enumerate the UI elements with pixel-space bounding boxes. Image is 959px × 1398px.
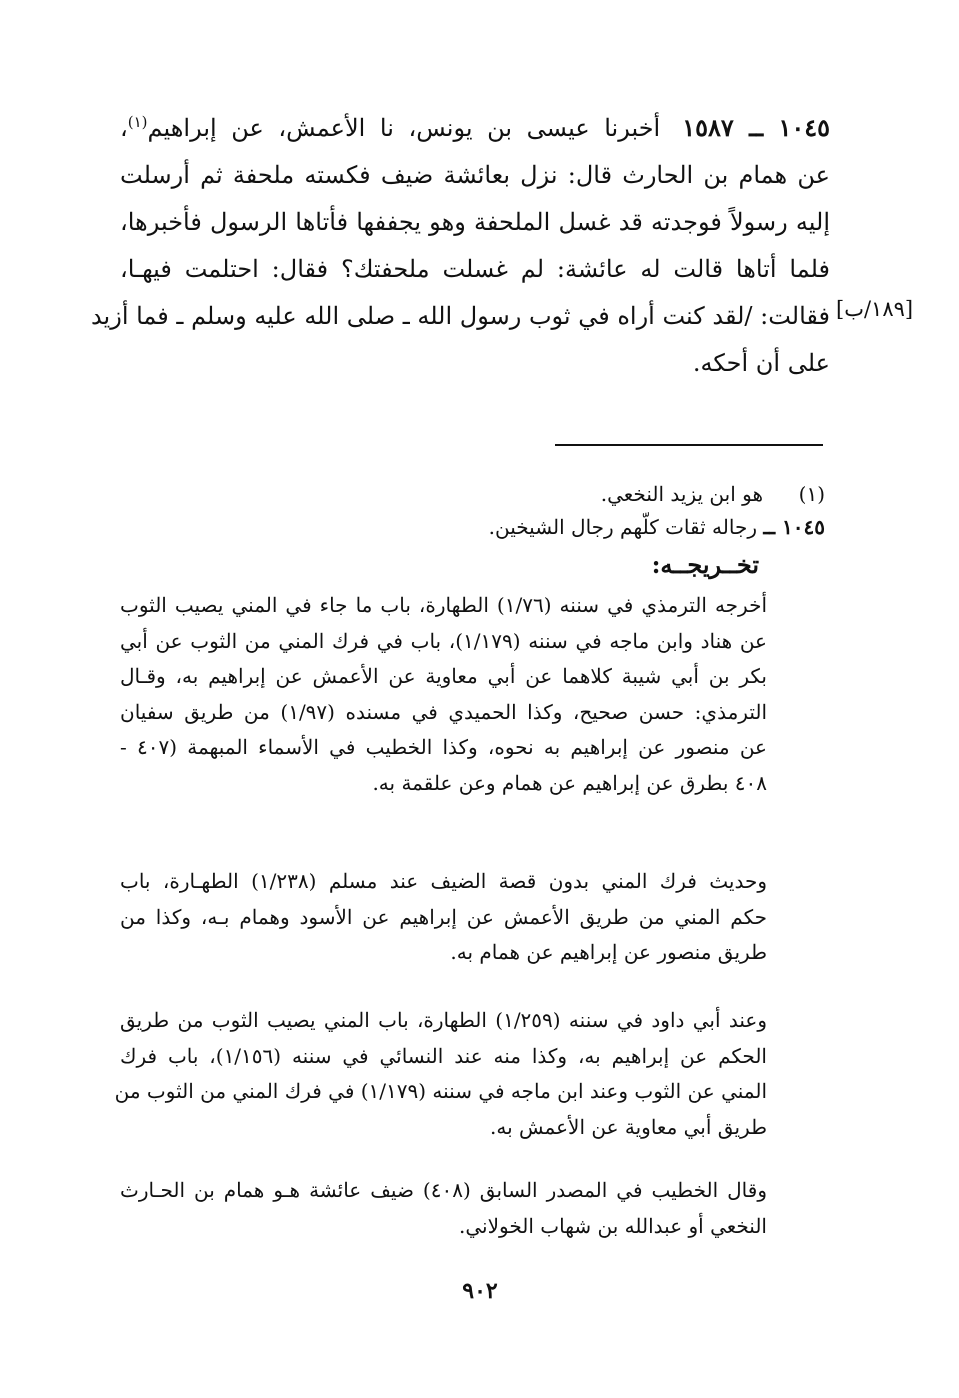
- hadith-line-5: فقالت: /لقد كنت أراه في ثوب رسول الله ـ صلى الله عليه وسلم ـ فما أزيد: [90, 302, 830, 330]
- text-line: ٤٠٨ بطرق عن إبراهيم عن همام وعن علقمة به.: [372, 770, 767, 795]
- takhrij-heading: تخــريجــه:: [651, 550, 759, 579]
- footnotes: [120, 478, 825, 544]
- hadith-line-6: على أن أحكه.: [692, 349, 830, 377]
- text-line: حكم المني من طريق الأعمش عن إبراهيم عن الأسود وهمام بـه، وكذا من: [120, 904, 767, 929]
- text-line: الترمذي: حسن صحيح، وكذا الحميدي في مسنده (١/٩٧) من طريق سفيان: [120, 699, 768, 724]
- text-line: الحكم عن إبراهيم به، وكذا منه عند النسائي في سننه (١/١٥٦)، باب فرك: [120, 1043, 767, 1068]
- text-line: طريق منصور عن إبراهيم عن همام به.: [450, 940, 767, 964]
- footnote-2: [120, 511, 825, 544]
- text-line: عن هناد وابن ماجه في سننه (١/١٧٩)، باب في فرك المني من الثوب عن أبي: [120, 628, 767, 653]
- text-line: وقال الخطيب في المصدر السابق (٤٠٨) ضيف عائشة هـو همام بن الحـارث: [120, 1178, 767, 1202]
- hadith-line-4: فلما أتاها قالت له عائشة: لم غسلت ملحفتك؟ فقال: احتلمت فيهـا،: [120, 255, 830, 283]
- text-line: وحديث فرك المني بدون قصة الضيف عند مسلم (١/٢٣٨) الطهـارة، باب: [120, 869, 768, 893]
- page-number: ٩٠٢: [462, 1278, 498, 1304]
- hadith-text: [90, 104, 831, 387]
- hadith-line-2: عن همام بن الحارث قال: نزل بعائشة ضيف فكسته ملحفة ثم أرسلت: [120, 161, 830, 189]
- takhrij-paragraph-2: [120, 864, 767, 971]
- text-line: بكر بن أبي شيبة كلاهما عن أبي معاوية عن الأعمش عن إبراهيم به، وقـال: [120, 664, 767, 688]
- takhrij-paragraph-1: [120, 588, 767, 801]
- footnote-separator: [555, 444, 823, 446]
- text-line: عن منصور عن إبراهيم به نحوه، وكذا الخطيب في الأسماء المبهمة (٤٠٧ -: [120, 735, 767, 759]
- manuscript-folio-note: [١٨٩/ب]: [836, 297, 914, 321]
- footnote-2-number: ١٠٤٥ ــ: [763, 515, 825, 539]
- hadith-line-1: ١٠٤٥ ــ ١٥٨٧أخبرنا عيسى بن يونس، نا الأعمش، عن إبراهيم$^{(١)}$،: [120, 113, 831, 142]
- takhrij-paragraph-3: [114, 1003, 767, 1145]
- footnote-ref: (١): [127, 113, 148, 131]
- text-line: المني عن الثوب وعند ابن ماجه في سننه (١/١٧٩) في فرك المني من الثوب من: [114, 1079, 767, 1103]
- text-line: طريق أبي معاوية عن الأعمش به.: [490, 1114, 767, 1139]
- footnote-2-text: رجاله ثقات كلّهم رجال الشيخين.: [488, 515, 757, 539]
- hadith-number: ١٠٤٥ ــ ١٥٨٧: [682, 113, 831, 142]
- text-line: النخعي أو عبدالله بن شهاب الخولاني.: [459, 1213, 767, 1238]
- footnote-1: [120, 478, 825, 511]
- footnote-1-text: هو ابن يزيد النخعي.: [600, 482, 763, 506]
- hadith-line-3: إليه رسولاً فوجدته قد غسل الملحفة وهو يجففها فأتاها الرسول فأخبرها،: [120, 208, 830, 236]
- takhrij-paragraph-4: [120, 1173, 767, 1244]
- footnote-1-marker: (١): [798, 482, 825, 506]
- text-line: أخرجه الترمذي في سننه (١/٧٦) الطهارة، باب ما جاء في المني يصيب الثوب: [120, 593, 768, 617]
- text-line: وعند أبي داود في سننه (١/٢٥٩) الطهارة، باب المني يصيب الثوب من طريق: [120, 1008, 767, 1032]
